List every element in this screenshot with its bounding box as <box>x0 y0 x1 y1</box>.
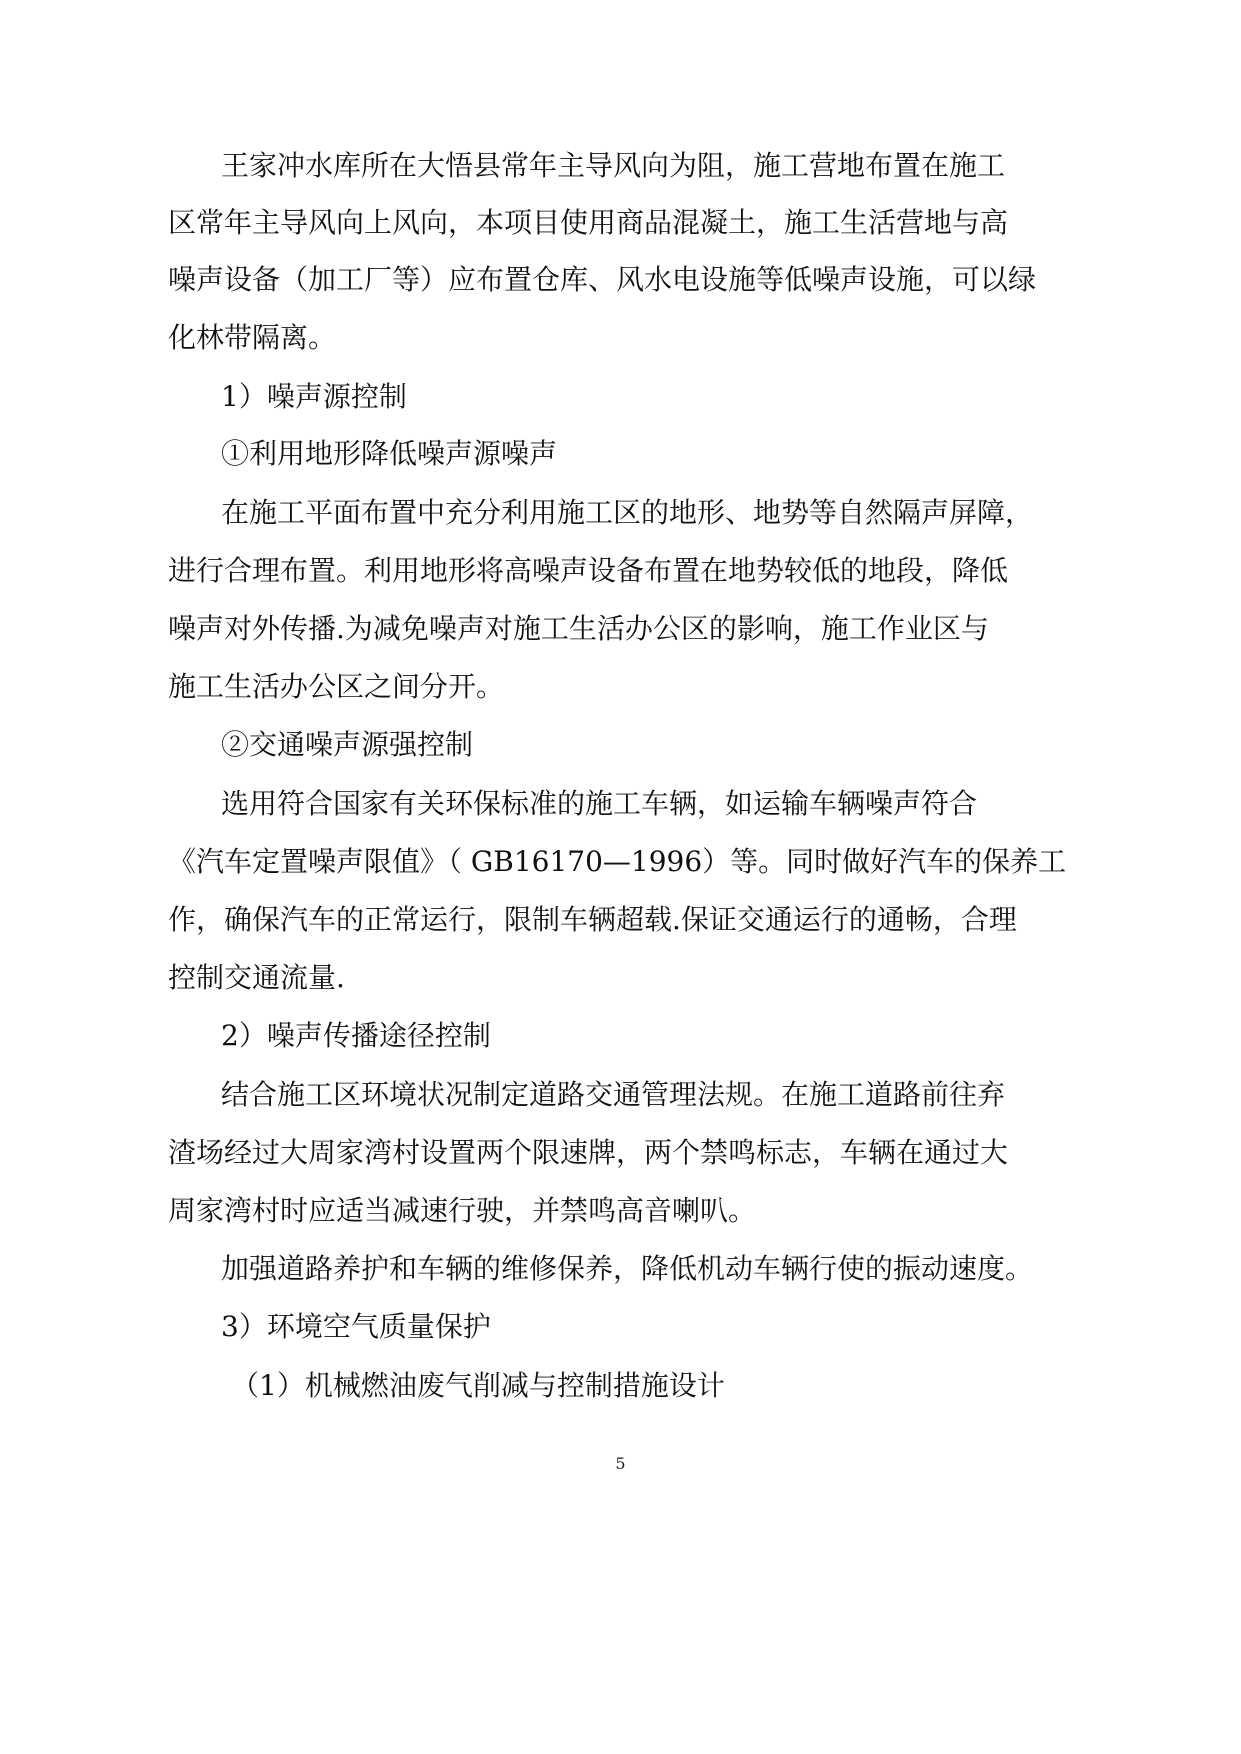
section-heading: 3）环境空气质量保护 <box>221 1310 491 1343</box>
text-line: 周家湾村时应适当减速行驶，并禁鸣高音喇叭。 <box>168 1194 757 1227</box>
text-line: 区常年主导风向上风向，本项目使用商品混凝土，施工生活营地与高 <box>168 206 1009 239</box>
text-line: 王家冲水库所在大悟县常年主导风向为阻，施工营地布置在施工 <box>221 149 1006 182</box>
text-line: 《汽车定置噪声限值》（ GB16170—1996）等。同时做好汽车的保养工 <box>168 845 1067 878</box>
text-line: 化林带隔离。 <box>168 321 337 354</box>
text-line: 噪声设备（加工厂等）应布置仓库、风水电设施等低噪声设施，可以绿 <box>168 263 1037 296</box>
text-line: 控制交通流量. <box>168 961 345 994</box>
text-line: 渣场经过大周家湾村设置两个限速牌，两个禁鸣标志，车辆在通过大 <box>168 1136 1009 1169</box>
subsection-heading: ②交通噪声源强控制 <box>221 728 474 761</box>
text-line: 结合施工区环境状况制定道路交通管理法规。在施工道路前往弃 <box>221 1078 1006 1111</box>
text-line: 进行合理布置。利用地形将高噪声设备布置在地势较低的地段，降低 <box>168 554 1009 587</box>
text-line: 选用符合国家有关环保标准的施工车辆，如运输车辆噪声符合 <box>221 787 978 820</box>
text-line: 加强道路养护和车辆的维修保养，降低机动车辆行使的振动速度。 <box>221 1252 1034 1285</box>
page-number: 5 <box>615 1454 626 1473</box>
section-heading: 2）噪声传播途径控制 <box>221 1019 491 1052</box>
subsection-heading: （1）机械燃油废气削减与控制措施设计 <box>231 1369 725 1402</box>
subsection-heading: ①利用地形降低噪声源噪声 <box>221 437 558 470</box>
text-line: 在施工平面布置中充分利用施工区的地形、地势等自然隔声屏障， <box>221 496 1034 529</box>
section-heading: 1）噪声源控制 <box>221 380 407 413</box>
text-line: 噪声对外传播.为减免噪声对施工生活办公区的影响，施工作业区与 <box>168 612 989 645</box>
text-line: 作，确保汽车的正常运行，限制车辆超载.保证交通运行的通畅，合理 <box>168 903 1017 936</box>
text-line: 施工生活办公区之间分开。 <box>168 670 505 703</box>
